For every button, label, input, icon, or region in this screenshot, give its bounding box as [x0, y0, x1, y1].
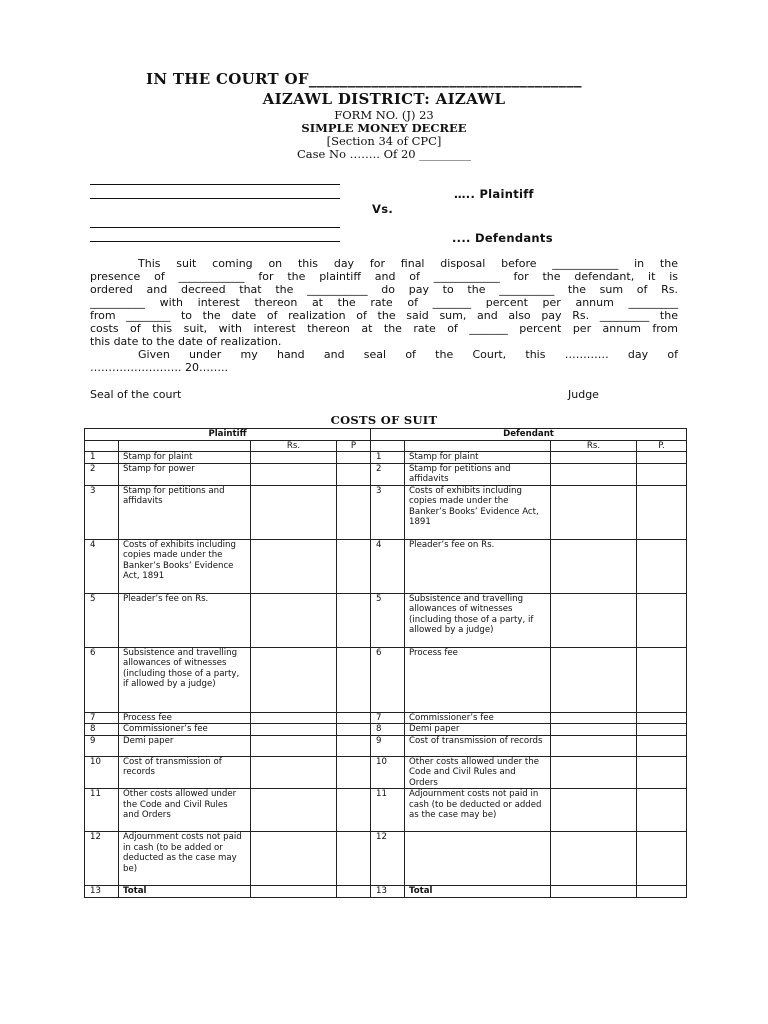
plaintiff-item-number: 12: [85, 832, 119, 886]
plaintiff-item-label: Adjournment costs not paid in cash (to be added or deducted as the case may be): [119, 832, 251, 886]
plaintiff-p-cell: [337, 886, 371, 898]
defendant-p-cell: [637, 647, 687, 712]
plaintiff-item-label: Other costs allowed under the Code and Civil Rules and Orders: [119, 789, 251, 832]
defendant-rs-cell: [551, 756, 637, 789]
plaintiff-item-label: Commissioner’s fee: [119, 724, 251, 736]
defendant-rs-cell: [551, 485, 637, 539]
plaintiff-item-label: Pleader’s fee on Rs.: [119, 593, 251, 647]
plaintiff-item-number: 7: [85, 712, 119, 724]
plaintiff-item-number: 10: [85, 756, 119, 789]
decree-text-line: from ________ to the date of realization of the said sum, and also pay Rs. _________ the: [90, 309, 678, 322]
plaintiff-item-number: 4: [85, 539, 119, 593]
plaintiff-p-cell: [337, 593, 371, 647]
decree-text-line: This suit coming on this day for final disposal before ____________ in the: [138, 257, 678, 270]
plaintiff-item-number: 6: [85, 647, 119, 712]
defendant-item-label: Subsistence and travelling allowances of witnesses (including those of a party, if allowed by a judge): [405, 593, 551, 647]
defendant-rs-cell: [551, 593, 637, 647]
defendant-p-cell: [637, 712, 687, 724]
cost-row: [85, 756, 687, 789]
defendant-name-line-1: [90, 227, 340, 228]
plaintiff-item-label: Process fee: [119, 712, 251, 724]
plaintiff-p-cell: [337, 452, 371, 464]
defendant-rs-cell: [551, 647, 637, 712]
cost-row: [85, 647, 687, 712]
defendant-item-label: Process fee: [405, 647, 551, 712]
defendant-rs-cell: [551, 712, 637, 724]
plaintiff-p-cell: [337, 539, 371, 593]
defendant-rs-cell: [551, 539, 637, 593]
defendant-item-number: 3: [371, 485, 405, 539]
defendant-item-label: Stamp for plaint: [405, 452, 551, 464]
defendant-item-number: 7: [371, 712, 405, 724]
defendant-item-number: 8: [371, 724, 405, 736]
defendant-item-label: Commissioner’s fee: [405, 712, 551, 724]
plaintiff-p-cell: [337, 647, 371, 712]
plaintiff-name-line-2: [90, 198, 340, 199]
defendant-rs-cell: [551, 832, 637, 886]
plaintiff-item-number: 8: [85, 724, 119, 736]
defendant-p-cell: [637, 886, 687, 898]
defendant-p-cell: [637, 539, 687, 593]
plaintiff-p-cell: [337, 463, 371, 485]
plaintiff-item-number: 13: [85, 886, 119, 898]
defendant-item-number: 5: [371, 593, 405, 647]
form-number: FORM NO. (J) 23: [334, 108, 434, 122]
defendant-rs-cell: [551, 452, 637, 464]
versus-label: Vs.: [372, 202, 394, 216]
plaintiff-item-label: Costs of exhibits including copies made under the Banker’s Books’ Evidence Act, 1891: [119, 539, 251, 593]
plaintiff-item-label: Stamp for petitions and affidavits: [119, 485, 251, 539]
defendant-item-number: 4: [371, 539, 405, 593]
defendants-label: .... Defendants: [452, 231, 553, 245]
plaintiff-rs-cell: [251, 593, 337, 647]
cost-row: [85, 452, 687, 464]
plaintiff-item-label: Subsistence and travelling allowances of witnesses (including those of a party, if allowed by a judge): [119, 647, 251, 712]
blank-cell: [371, 440, 405, 452]
defendant-rs-cell: [551, 886, 637, 898]
judge-label: Judge: [568, 388, 599, 401]
plaintiff-item-label: Total: [119, 886, 251, 898]
defendant-item-label: Adjournment costs not paid in cash (to be deducted or added as the case may be): [405, 789, 551, 832]
cost-row: [85, 485, 687, 539]
section-reference: [Section 34 of CPC]: [326, 134, 442, 148]
plaintiff-item-number: 3: [85, 485, 119, 539]
decree-text-line: __________ with interest thereon at the rate of _______ percent per annum _________: [90, 296, 678, 309]
cost-row: [85, 724, 687, 736]
plaintiff-rs-cell: [251, 789, 337, 832]
defendant-column-header: Defendant: [371, 429, 687, 441]
defendant-item-label: Demi paper: [405, 724, 551, 736]
given-under-hand-line: Given under my hand and seal of the Court, this ………… day of: [138, 348, 678, 361]
plaintiff-item-label: Stamp for plaint: [119, 452, 251, 464]
cost-row: [85, 712, 687, 724]
plaintiff-rs-header: Rs.: [251, 440, 337, 452]
plaintiff-rs-cell: [251, 756, 337, 789]
blank-cell: [85, 440, 119, 452]
court-title: IN THE COURT OF___________________________________: [146, 70, 582, 88]
date-line: ……………………. 20……..: [90, 361, 228, 374]
plaintiff-p-cell: [337, 712, 371, 724]
cost-row: [85, 539, 687, 593]
plaintiff-p-cell: [337, 724, 371, 736]
plaintiff-rs-cell: [251, 485, 337, 539]
plaintiff-item-label: Demi paper: [119, 735, 251, 756]
defendant-item-label: Cost of transmission of records: [405, 735, 551, 756]
plaintiff-rs-cell: [251, 724, 337, 736]
case-number: Case No …….. Of 20 _________: [296, 147, 471, 161]
defendant-rs-header: Rs.: [551, 440, 637, 452]
defendant-item-label: Total: [405, 886, 551, 898]
defendant-p-cell: [637, 789, 687, 832]
defendant-p-cell: [637, 735, 687, 756]
district-title: AIZAWL DISTRICT: AIZAWL: [262, 90, 506, 108]
defendant-item-label: Other costs allowed under the Code and Civil Rules and Orders: [405, 756, 551, 789]
plaintiff-p-cell: [337, 789, 371, 832]
defendant-item-label: Costs of exhibits including copies made under the Banker’s Books’ Evidence Act, 1891: [405, 485, 551, 539]
cost-row: [85, 463, 687, 485]
defendant-item-number: 2: [371, 463, 405, 485]
form-title: SIMPLE MONEY DECREE: [301, 121, 467, 135]
blank-cell: [405, 440, 551, 452]
defendant-item-label: Stamp for petitions and affidavits: [405, 463, 551, 485]
plaintiff-p-cell: [337, 735, 371, 756]
costs-of-suit-title: COSTS OF SUIT: [330, 413, 438, 427]
defendant-item-number: 11: [371, 789, 405, 832]
defendant-rs-cell: [551, 789, 637, 832]
defendant-item-number: 1: [371, 452, 405, 464]
plaintiff-item-label: Cost of transmission of records: [119, 756, 251, 789]
defendant-item-number: 6: [371, 647, 405, 712]
decree-text-line: costs of this suit, with interest thereon at the rate of _______ percent per annum from: [90, 322, 678, 335]
defendant-item-number: 9: [371, 735, 405, 756]
plaintiff-rs-cell: [251, 832, 337, 886]
plaintiff-rs-cell: [251, 712, 337, 724]
plaintiff-item-label: Stamp for power: [119, 463, 251, 485]
cost-row: [85, 886, 687, 898]
defendant-name-line-2: [90, 241, 340, 242]
defendant-p-cell: [637, 452, 687, 464]
defendant-p-cell: [637, 724, 687, 736]
defendant-p-cell: [637, 756, 687, 789]
plaintiff-column-header: Plaintiff: [85, 429, 371, 441]
defendant-p-cell: [637, 593, 687, 647]
defendant-item-label: Pleader’s fee on Rs.: [405, 539, 551, 593]
cost-row: [85, 593, 687, 647]
costs-table: [84, 428, 687, 898]
defendant-rs-cell: [551, 463, 637, 485]
defendant-item-number: 12: [371, 832, 405, 886]
plaintiff-item-number: 2: [85, 463, 119, 485]
plaintiff-rs-cell: [251, 539, 337, 593]
plaintiff-rs-cell: [251, 735, 337, 756]
decree-text-line: presence of ____________ for the plaintiff and of ____________ for the defendant, it is: [90, 270, 678, 283]
plaintiff-p-header: P: [337, 440, 371, 452]
defendant-p-cell: [637, 485, 687, 539]
plaintiff-label: ….. Plaintiff: [454, 187, 534, 201]
defendant-item-label: [405, 832, 551, 886]
decree-text-line: ordered and decreed that the ___________ do pay to the __________ the sum of Rs.: [90, 283, 678, 296]
defendant-rs-cell: [551, 735, 637, 756]
plaintiff-item-number: 9: [85, 735, 119, 756]
defendant-p-cell: [637, 463, 687, 485]
plaintiff-p-cell: [337, 832, 371, 886]
cost-row: [85, 735, 687, 756]
plaintiff-p-cell: [337, 756, 371, 789]
plaintiff-rs-cell: [251, 886, 337, 898]
plaintiff-item-number: 1: [85, 452, 119, 464]
plaintiff-p-cell: [337, 485, 371, 539]
cost-row: [85, 789, 687, 832]
plaintiff-item-number: 5: [85, 593, 119, 647]
seal-of-court-label: Seal of the court: [90, 388, 182, 401]
cost-row: [85, 832, 687, 886]
plaintiff-rs-cell: [251, 463, 337, 485]
defendant-p-header: P.: [637, 440, 687, 452]
plaintiff-rs-cell: [251, 452, 337, 464]
blank-cell: [119, 440, 251, 452]
plaintiff-rs-cell: [251, 647, 337, 712]
defendant-rs-cell: [551, 724, 637, 736]
decree-text-line: this date to the date of realization.: [90, 335, 282, 348]
defendant-p-cell: [637, 832, 687, 886]
plaintiff-name-line-1: [90, 184, 340, 185]
defendant-item-number: 10: [371, 756, 405, 789]
defendant-item-number: 13: [371, 886, 405, 898]
plaintiff-item-number: 11: [85, 789, 119, 832]
